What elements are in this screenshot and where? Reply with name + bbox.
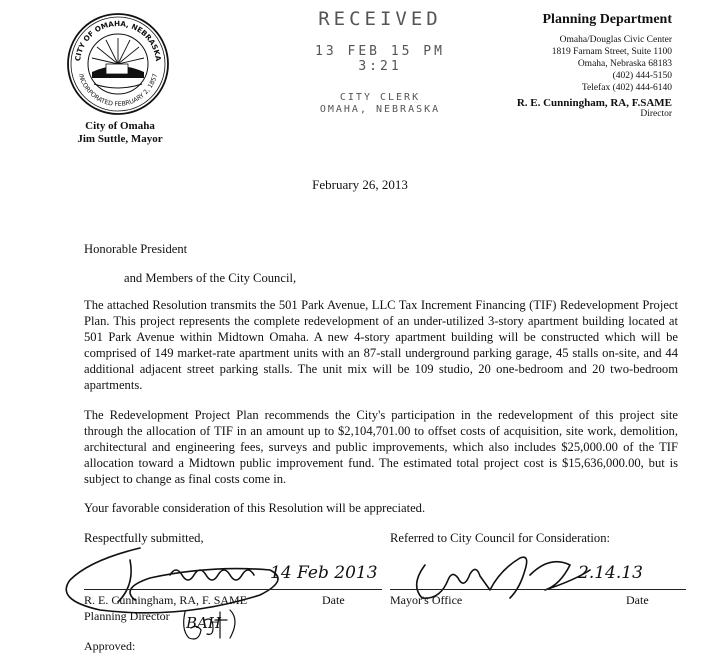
fax-line: Telefax (402) 444-6140 xyxy=(581,83,672,93)
letter-date: February 26, 2013 xyxy=(312,177,408,192)
department-header xyxy=(517,12,672,119)
mayor-date-label: Date xyxy=(626,593,649,607)
director-title-signed: Planning Director xyxy=(84,609,170,623)
director-name-signed: R. E. Cunningham, RA, F. SAME xyxy=(84,593,248,607)
initials-text: BAH xyxy=(186,614,221,632)
city-name: City of Omaha xyxy=(85,120,155,132)
respectfully-submitted: Respectfully submitted, xyxy=(84,531,204,545)
mayor-signature-line xyxy=(390,589,686,590)
salutation-2: and Members of the City Council, xyxy=(124,271,297,285)
stamp-received: RECEIVED xyxy=(318,8,442,30)
city-caption xyxy=(60,120,180,146)
stamp-office-2: OMAHA, NEBRASKA xyxy=(319,104,441,115)
address-line: Omaha, Nebraska 68183 xyxy=(577,59,672,69)
stamp-office-1: CITY CLERK xyxy=(339,92,421,103)
address-line: Omaha/Douglas Civic Center xyxy=(559,35,672,45)
paragraph-2: The Redevelopment Project Plan recommends the City's participation in the redevelopment of this project site through the allocation of TIF in an amount up to $2,104,701.00 to offset costs of acquisition, site work, demolition, architectural and engineering fees, surveys and public improvements, which also includes $25,000.00 of the TIF allocation toward a Midtown public improvement fund. The estimated total project cost is $15,636,000.00, but is subject to change as final costs come in. xyxy=(84,408,678,486)
director-name: R. E. Cunningham, RA, F.SAME xyxy=(516,97,672,109)
mayor-name: Jim Suttle, Mayor xyxy=(77,133,163,145)
referred-heading: Referred to City Council for Consideration: xyxy=(390,531,610,545)
handwritten-date-right: 2.14.13 xyxy=(578,563,643,583)
director-signature-line xyxy=(84,589,382,590)
director-date-label: Date xyxy=(322,593,345,607)
stamp-date: 13 FEB 15 PM 3:21 xyxy=(315,44,445,74)
handwritten-date-left: 14 Feb 2013 xyxy=(270,563,378,583)
approved-label: Approved: xyxy=(84,639,136,653)
director-title: Director xyxy=(640,109,672,119)
city-seal-icon xyxy=(66,12,170,116)
phone-line: (402) 444-5150 xyxy=(612,71,672,81)
paragraph-1: The attached Resolution transmits the 501 Park Avenue, LLC Tax Increment Financing (TIF) Redevelopment Project Plan. This project represents the complete redevelopment of an under-utilized 3-story apartment building located at 501 Park Avenue within Midtown Omaha. A new 4-story apartment building will be constructed which will be comprised of 149 market-rate apartment units with an 87-stall underground parking garage, 45 stalls on-site, and 44 additional adjacent street parking stalls. The unit mix will be 109 studio, 20 one-bedroom and 20 two-bedroom apartments. xyxy=(84,298,678,392)
paragraph-3: Your favorable consideration of this Resolution will be appreciated. xyxy=(84,501,426,515)
svg-text:INCORPORATED FEBRUARY 2, 1857: INCORPORATED FEBRUARY 2, 1857 xyxy=(76,72,160,109)
address-line: 1819 Farnam Street, Suite 1100 xyxy=(551,47,672,57)
salutation-1: Honorable President xyxy=(84,242,188,256)
department-name: Planning Department xyxy=(542,12,672,27)
received-stamp xyxy=(300,8,460,116)
svg-text:CITY OF OMAHA, NEBRASKA: CITY OF OMAHA, NEBRASKA xyxy=(73,18,163,62)
mayor-office-label: Mayor's Office xyxy=(390,593,463,607)
